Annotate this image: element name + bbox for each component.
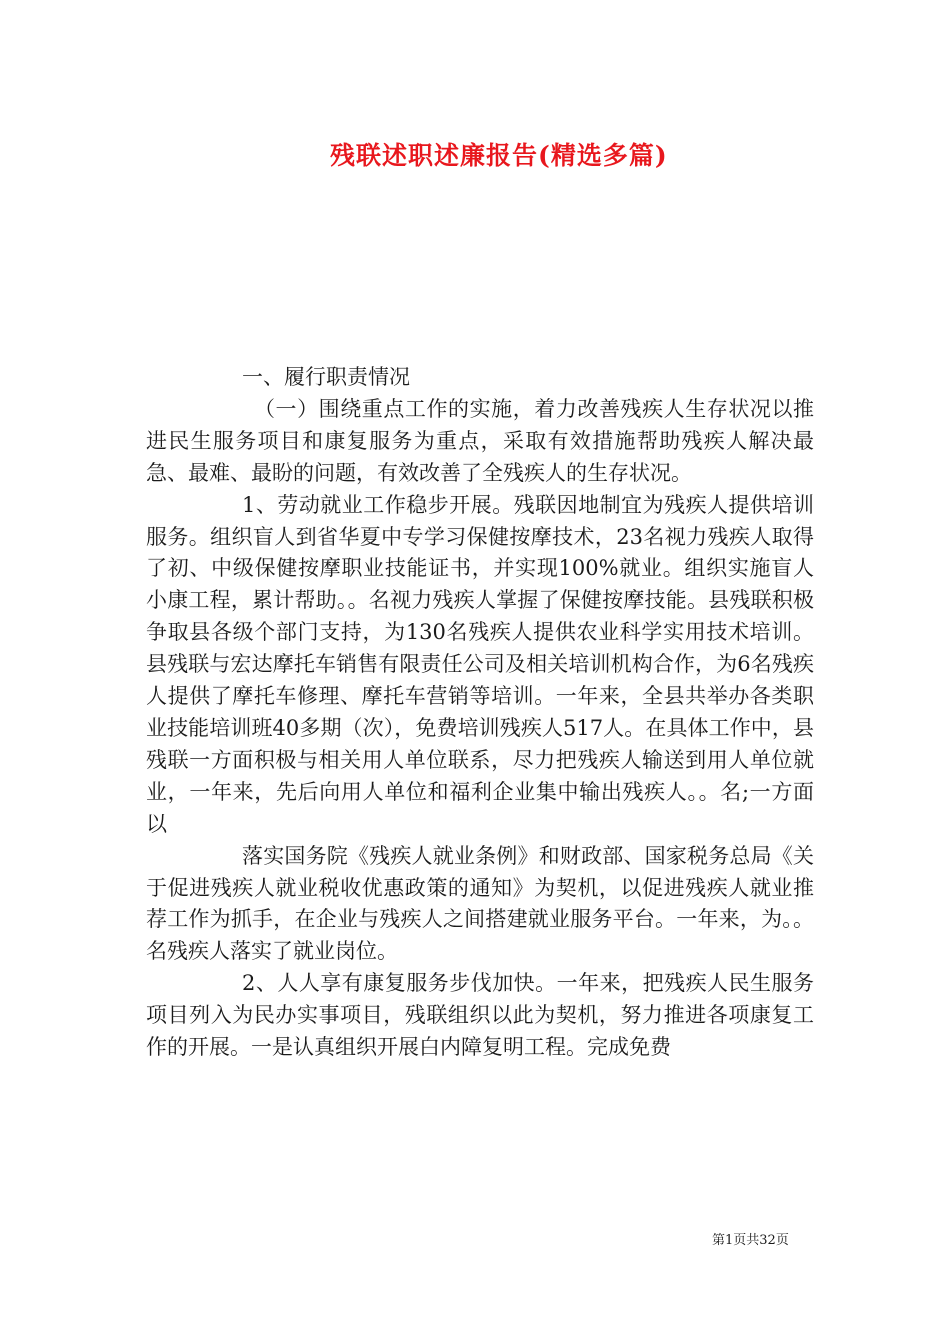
document-title: 残联述职述廉报告(精选多篇) bbox=[330, 141, 668, 170]
page-number: 第1页共32页 bbox=[712, 1233, 789, 1248]
paragraph-1: （一）围绕重点工作的实施，着力改善残疾人生存状况以推进民生服务项目和康复服务为重点，采取有效措施帮助残疾人解决最急、最难、最盼的问题，有效改善了全残疾人的生存状况。 bbox=[146, 396, 814, 485]
paragraph-2: 1、劳动就业工作稳步开展。残联因地制宜为残疾人提供培训服务。组织盲人到省华夏中专学习保健按摩技术，23名视力残疾人取得了初、中级保健按摩职业技能证书，并实现100%就业。组织实施盲人小康工程，累计帮助。。名视力残疾人掌握了保健按摩技能。县残联积极争取县各级个部门支持，为130名残疾人提供农业科学实用技术培训。县残联与宏达摩托车销售有限责任公司及相关培训机构合作，为6名残疾人提供了摩托车修理、摩托车营销等培训。一年来，全县共举办各类职业技能培训班40多期（次），免费培训残疾人517人。在具体工作中，县残联一方面积极与相关用人单位联系，尽力把残疾人输送到用人单位就业，一年来，先后向用人单位和福利企业集中输出残疾人。。名;一方面以 bbox=[146, 492, 814, 836]
paragraph-4: 2、人人享有康复服务步伐加快。一年来，把残疾人民生服务项目列入为民办实事项目，残联组织以此为契机，努力推进各项康复工作的开展。一是认真组织开展白内障复明工程。完成免费 bbox=[146, 971, 814, 1060]
section-heading: 一、履行职责情况 bbox=[242, 365, 410, 389]
document-body bbox=[146, 362, 814, 1064]
paragraph-3: 落实国务院《残疾人就业条例》和财政部、国家税务总局《关于促进残疾人就业税收优惠政策的通知》为契机，以促进残疾人就业推荐工作为抓手，在企业与残疾人之间搭建就业服务平台。一年来，为。。名残疾人落实了就业岗位。 bbox=[146, 843, 814, 964]
